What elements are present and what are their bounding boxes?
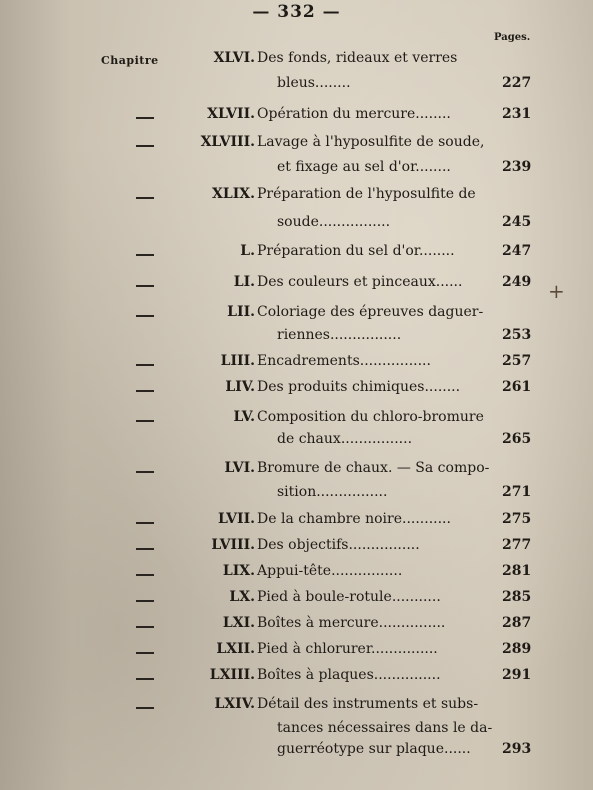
toc-entry-line [0,353,593,375]
ditto-dash [136,145,154,147]
page-reference: 277 [502,537,532,553]
chapter-title: riennes................ [277,327,402,343]
chapter-title: Bromure de chaux. — Sa compo- [257,460,490,476]
chapter-numeral: LXIII. [209,667,255,683]
toc-entry-line [0,214,593,236]
pencil-cross-mark: + [548,279,565,303]
chapter-numeral: LII. [227,304,255,320]
ditto-dash [136,285,154,287]
page-reference: 245 [502,214,532,230]
chapter-title: guerréotype sur plaque...... [277,741,471,757]
ditto-dash [136,652,154,654]
toc-entry-line [0,409,593,431]
ditto-dash [136,626,154,628]
ditto-dash [136,315,154,317]
toc-entry-line [0,134,593,156]
toc-entry-line [0,75,593,97]
chapter-title: Préparation de l'hyposulfite de [257,186,476,202]
chapter-numeral: LV. [233,409,255,425]
toc-entry-line [0,667,593,689]
chapter-title: Encadrements................ [257,353,431,369]
chapter-numeral: LVI. [224,460,255,476]
toc-entry-line [0,537,593,559]
toc-entry-line [0,304,593,326]
toc-entry-line [0,511,593,533]
chapter-numeral: LX. [229,589,255,605]
toc-entry-line [0,274,593,296]
chapter-title: Coloriage des épreuves daguer- [257,304,484,320]
page-reference: 231 [502,106,532,122]
chapter-title: Détail des instruments et subs- [257,696,479,712]
ditto-dash [136,600,154,602]
page-reference: 281 [502,563,532,579]
ditto-dash [136,364,154,366]
chapter-numeral: XLVI. [213,50,255,66]
chapter-title: de chaux................ [277,431,413,447]
toc-entry-line [0,50,593,72]
chapter-title: soude................ [277,214,391,230]
toc-entry-line [0,159,593,181]
page-reference: 271 [502,484,532,500]
chapter-prefix: Chapitre [101,54,159,67]
toc-entry-line [0,484,593,506]
page-reference: 287 [502,615,532,631]
toc-entry-line [0,589,593,611]
page-number-header: — 332 — [252,2,341,22]
pages-column-label: Pages. [494,32,531,43]
chapter-title: sition................ [277,484,388,500]
chapter-title: Boîtes à plaques............... [257,667,441,683]
page-reference: 261 [502,379,532,395]
toc-entry-line [0,243,593,265]
toc-entry-line [0,460,593,482]
chapter-numeral: LIX. [222,563,255,579]
toc-entry-line [0,106,593,128]
toc-entry-line [0,720,593,742]
toc-entry-line [0,696,593,718]
chapter-title: Boîtes à mercure............... [257,615,446,631]
ditto-dash [136,522,154,524]
chapter-numeral: LXII. [216,641,255,657]
toc-entry-line [0,563,593,585]
chapter-title: bleus........ [277,75,351,91]
chapter-title: tances nécessaires dans le da- [277,720,493,736]
ditto-dash [136,574,154,576]
chapter-title: Lavage à l'hyposulfite de soude, [257,134,485,150]
page-reference: 249 [502,274,532,290]
toc-entry-line [0,327,593,349]
chapter-numeral: XLVII. [207,106,255,122]
chapter-title: Pied à boule-rotule........... [257,589,441,605]
page-reference: 247 [502,243,532,259]
chapter-numeral: LIV. [225,379,255,395]
chapter-title: Opération du mercure........ [257,106,451,122]
chapter-title: Pied à chlorurer............... [257,641,438,657]
ditto-dash [136,420,154,422]
ditto-dash [136,471,154,473]
toc-entry-line [0,615,593,637]
chapter-numeral: LXIV. [214,696,255,712]
chapter-title: Des objectifs................ [257,537,420,553]
ditto-dash [136,390,154,392]
page-reference: 275 [502,511,532,527]
toc-entry-line [0,186,593,208]
chapter-title: Appui-tête................ [257,563,403,579]
chapter-title: Composition du chloro-bromure [257,409,484,425]
chapter-numeral: LXI. [222,615,255,631]
chapter-numeral: XLVIII. [200,134,255,150]
page-reference: 253 [502,327,532,343]
page-reference: 239 [502,159,532,175]
page-reference: 285 [502,589,532,605]
chapter-numeral: XLIX. [212,186,255,202]
ditto-dash [136,678,154,680]
chapter-title: De la chambre noire........... [257,511,451,527]
page-reference: 257 [502,353,532,369]
toc-entry-line [0,741,593,763]
chapter-title: Préparation du sel d'or........ [257,243,455,259]
page-reference: 291 [502,667,532,683]
chapter-numeral: LIII. [220,353,255,369]
chapter-title: Des couleurs et pinceaux...... [257,274,463,290]
toc-entry-line [0,431,593,453]
ditto-dash [136,117,154,119]
chapter-numeral: L. [240,243,255,259]
chapter-title: Des fonds, rideaux et verres [257,50,458,66]
ditto-dash [136,548,154,550]
chapter-numeral: LVIII. [211,537,255,553]
page-reference: 227 [502,75,532,91]
chapter-numeral: LVII. [217,511,255,527]
ditto-dash [136,254,154,256]
page-reference: 289 [502,641,532,657]
page-reference: 293 [502,741,532,757]
ditto-dash [136,707,154,709]
page-reference: 265 [502,431,532,447]
chapter-title: et fixage au sel d'or........ [277,159,451,175]
chapter-title: Des produits chimiques........ [257,379,461,395]
toc-entry-line [0,641,593,663]
chapter-numeral: LI. [233,274,255,290]
toc-entry-line [0,379,593,401]
ditto-dash [136,197,154,199]
